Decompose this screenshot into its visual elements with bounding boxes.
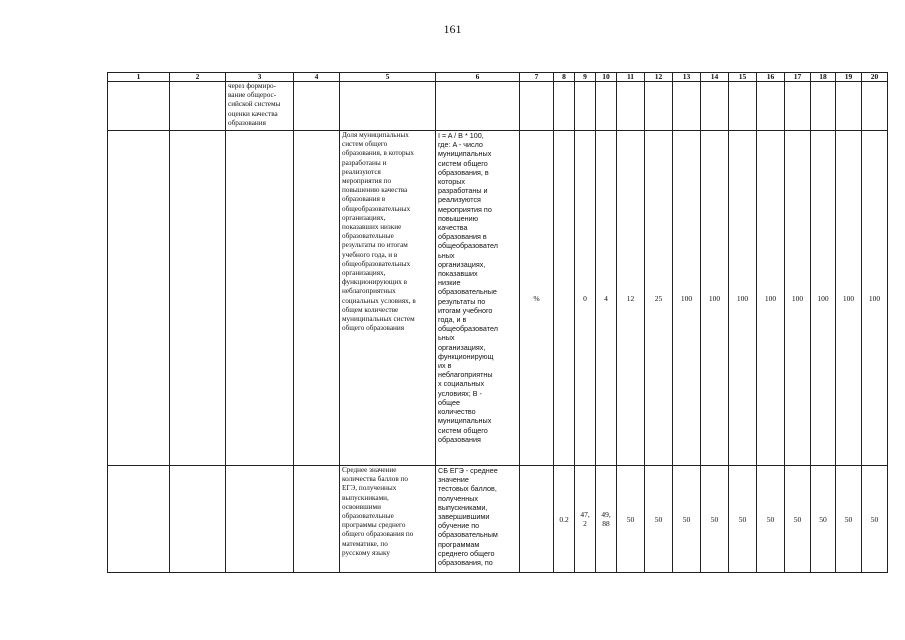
cell-col-8 bbox=[554, 131, 575, 466]
cell-col-18 bbox=[811, 82, 836, 131]
cell-col-4 bbox=[294, 466, 340, 573]
cell-col-13 bbox=[673, 82, 701, 131]
cell-col-5 bbox=[340, 466, 436, 573]
cell-col-17: 50 bbox=[785, 466, 811, 573]
cell-col-16 bbox=[757, 82, 785, 131]
cell-col-11: 50 bbox=[617, 466, 645, 573]
cell-col-14: 50 bbox=[701, 466, 729, 573]
cell-col-18: 50 bbox=[811, 466, 836, 573]
table-row bbox=[108, 466, 888, 573]
column-header: 15 bbox=[729, 73, 757, 82]
column-header: 6 bbox=[436, 73, 520, 82]
cell-col-10: 49, 88 bbox=[596, 466, 617, 573]
cell-col-12: 25 bbox=[645, 131, 673, 466]
indicator-formula: СБ ЕГЭ - среднее значение тестовых баллов, полученных выпускниками, завершившими обучение по образовательным программам среднего общего образования, по bbox=[438, 466, 498, 568]
column-header: 9 bbox=[575, 73, 596, 82]
column-number-row bbox=[108, 73, 888, 82]
column-header: 11 bbox=[617, 73, 645, 82]
cell-col-20 bbox=[862, 82, 888, 131]
column-header: 16 bbox=[757, 73, 785, 82]
table-row bbox=[108, 82, 888, 131]
table-row bbox=[108, 131, 888, 466]
cell-col-3 bbox=[226, 466, 294, 573]
cell-col-2 bbox=[170, 466, 226, 573]
cell-col-8 bbox=[554, 82, 575, 131]
cell-col-1 bbox=[108, 82, 170, 131]
indicator-name: Доля муниципальных систем общего образования, в которых разработаны и реализуются мероприятия по повышению качества образования в общеобразовательных организациях, показавших низкие образовательные результаты по итогам учебного года, и в общеобразовательных организациях, функционирующих в неблагоприятных социальных условиях, в общем количестве муниципальных систем общего образования bbox=[342, 131, 416, 333]
cell-col-17: 100 bbox=[785, 131, 811, 466]
cell-col-10 bbox=[596, 82, 617, 131]
cell-col-15: 100 bbox=[729, 131, 757, 466]
cell-col-5 bbox=[340, 82, 436, 131]
cell-col-6 bbox=[436, 466, 520, 573]
cell-col-20: 100 bbox=[862, 131, 888, 466]
cell-col-4 bbox=[294, 82, 340, 131]
cell-col-14: 100 bbox=[701, 131, 729, 466]
cell-col-18: 100 bbox=[811, 131, 836, 466]
cell-col-9: 0 bbox=[575, 131, 596, 466]
cell-col-1 bbox=[108, 466, 170, 573]
column-header: 10 bbox=[596, 73, 617, 82]
cell-col-12: 50 bbox=[645, 466, 673, 573]
column-header: 7 bbox=[520, 73, 554, 82]
cell-col-9 bbox=[575, 82, 596, 131]
cell-col-3 bbox=[226, 82, 294, 131]
unit-cell: % bbox=[520, 131, 554, 466]
cell-col-11: 12 bbox=[617, 131, 645, 466]
cell-col-1 bbox=[108, 131, 170, 466]
cell-col-19: 50 bbox=[836, 466, 862, 573]
cell-col-2 bbox=[170, 82, 226, 131]
cell-col-3 bbox=[226, 131, 294, 466]
cell-col-7 bbox=[520, 82, 554, 131]
cell-col-9: 47, 2 bbox=[575, 466, 596, 573]
cell-col-15: 50 bbox=[729, 466, 757, 573]
cell-col-16: 50 bbox=[757, 466, 785, 573]
cell-col-5 bbox=[340, 131, 436, 466]
cell-col-4 bbox=[294, 131, 340, 466]
column-header: 12 bbox=[645, 73, 673, 82]
cell-col-6 bbox=[436, 82, 520, 131]
column-header: 5 bbox=[340, 73, 436, 82]
column-header: 3 bbox=[226, 73, 294, 82]
cell-col-12 bbox=[645, 82, 673, 131]
cell-col-10: 4 bbox=[596, 131, 617, 466]
page-number: 161 bbox=[443, 22, 462, 36]
cell-col-11 bbox=[617, 82, 645, 131]
cell-col-8: 0.2 bbox=[554, 466, 575, 573]
column-header: 18 bbox=[811, 73, 836, 82]
cell-col-13: 50 bbox=[673, 466, 701, 573]
column-header: 13 bbox=[673, 73, 701, 82]
cell-col-19: 100 bbox=[836, 131, 862, 466]
cell-col-2 bbox=[170, 131, 226, 466]
indicator-name: Среднее значение количества баллов по ЕГЭ, полученных выпускниками, освоившими образовательные программы среднего общего образования по математике, по русскому языку bbox=[342, 466, 414, 557]
column-header: 8 bbox=[554, 73, 575, 82]
column-header: 20 bbox=[862, 73, 888, 82]
cell-col-15 bbox=[729, 82, 757, 131]
cell-col-14 bbox=[701, 82, 729, 131]
cell-col-6 bbox=[436, 131, 520, 466]
indicator-table bbox=[107, 72, 888, 573]
column-header: 2 bbox=[170, 73, 226, 82]
column-header: 19 bbox=[836, 73, 862, 82]
cell-col-13: 100 bbox=[673, 131, 701, 466]
column-header: 17 bbox=[785, 73, 811, 82]
cell-col-17 bbox=[785, 82, 811, 131]
column-header: 14 bbox=[701, 73, 729, 82]
cell-col-20: 50 bbox=[862, 466, 888, 573]
column-header: 4 bbox=[294, 73, 340, 82]
cell-col-19 bbox=[836, 82, 862, 131]
column-header: 1 bbox=[108, 73, 170, 82]
unit-cell bbox=[520, 466, 554, 573]
activity-text: через формиро- вание общерос- сийской системы оценки качества образования bbox=[228, 82, 281, 127]
indicator-formula: I = A / B * 100, где: A - число муниципальных систем общего образования, в которых разработаны и реализуются мероприятия по повышению качества образования в общеобразовател ьных организациях, показавших низкие образовательные результаты по итогам учебного года, и в общеобразовател ьных организациях, функционирующ их в неблагоприятны х социальных условиях; B - общее количество муниципальных систем общего образования bbox=[438, 131, 498, 444]
cell-col-16: 100 bbox=[757, 131, 785, 466]
